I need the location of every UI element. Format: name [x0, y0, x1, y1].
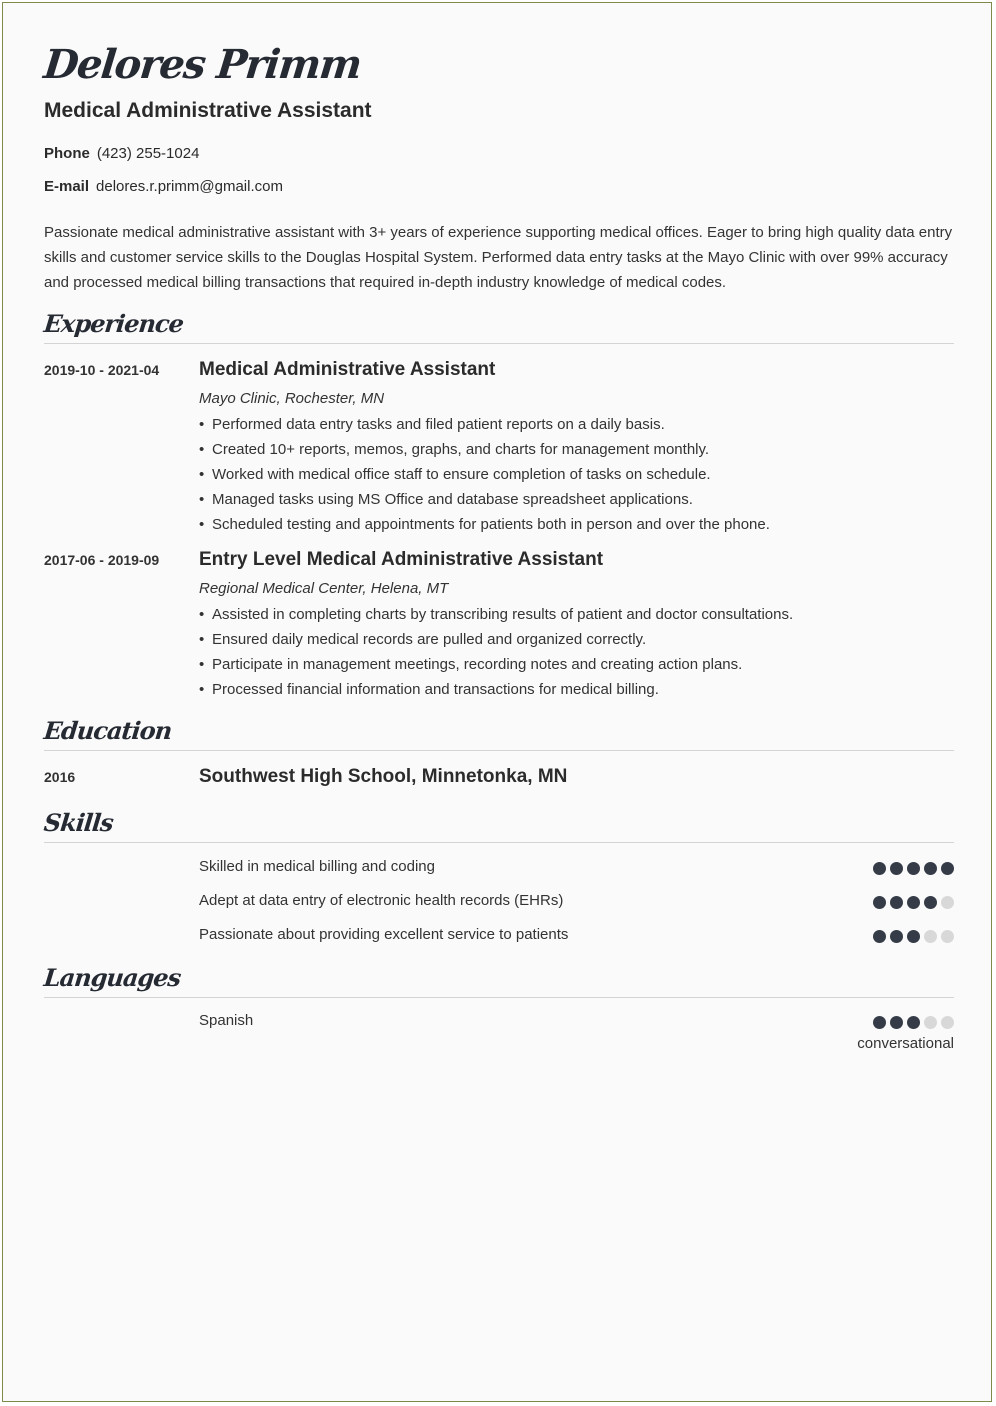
- rating-dot-filled: [890, 862, 903, 875]
- rating-dot-filled: [890, 1016, 903, 1029]
- skill-row: [199, 892, 954, 912]
- experience-company: Mayo Clinic, Rochester, MN: [199, 390, 385, 407]
- experience-bullet: • Ensured daily medical records are pulled and organized correctly.: [199, 627, 793, 652]
- phone-row: [44, 145, 199, 162]
- phone-value[interactable]: (423) 255-1024: [96, 145, 200, 162]
- languages-heading: [44, 963, 954, 998]
- rating-dot-empty: [924, 1016, 937, 1029]
- experience-bullet: • Scheduled testing and appointments for patients both in person and over the phone.: [199, 512, 770, 537]
- email-value[interactable]: delores.r.primm@gmail.com: [96, 178, 283, 195]
- email-row: [44, 178, 283, 195]
- rating-dot-empty: [941, 1016, 954, 1029]
- language-name: Spanish: [199, 1012, 254, 1029]
- rating-dot-empty: [941, 930, 954, 943]
- skills-heading: [44, 808, 954, 843]
- rating-dot-filled: [890, 896, 903, 909]
- skill-name: Adept at data entry of electronic health records (EHRs): [199, 892, 564, 909]
- experience-bullets: [199, 412, 770, 537]
- experience-title: Entry Level Medical Administrative Assistant: [199, 549, 604, 570]
- rating-dot-filled: [873, 896, 886, 909]
- language-row: [199, 1012, 954, 1032]
- rating-dot-filled: [907, 1016, 920, 1029]
- rating-dot-filled: [924, 896, 937, 909]
- rating-dot-filled: [873, 1016, 886, 1029]
- resume-page: [2, 2, 992, 1402]
- experience-bullet: • Performed data entry tasks and filed patient reports on a daily basis.: [199, 412, 770, 437]
- language-rating: [873, 1016, 954, 1029]
- skill-rating: [873, 896, 954, 909]
- experience-bullet: • Managed tasks using MS Office and database spreadsheet applications.: [199, 487, 770, 512]
- experience-bullets: [199, 602, 793, 702]
- rating-dot-filled: [890, 930, 903, 943]
- rating-dot-filled: [907, 862, 920, 875]
- experience-bullet: • Participate in management meetings, recording notes and creating action plans.: [199, 652, 793, 677]
- languages-heading-text: Languages: [42, 963, 182, 992]
- skill-rating: [873, 930, 954, 943]
- candidate-name: Delores Primm: [41, 41, 363, 88]
- experience-company: Regional Medical Center, Helena, MT: [199, 580, 449, 597]
- skill-row: [199, 858, 954, 878]
- skill-rating: [873, 862, 954, 875]
- skill-row: [199, 926, 954, 946]
- education-heading-text: Education: [42, 716, 173, 745]
- experience-title: Medical Administrative Assistant: [199, 359, 496, 380]
- phone-label: Phone: [44, 145, 90, 162]
- experience-dates: 2017-06 - 2019-09: [44, 552, 160, 568]
- rating-dot-filled: [873, 930, 886, 943]
- experience-heading-text: Experience: [42, 309, 185, 338]
- rating-dot-filled: [907, 930, 920, 943]
- experience-bullet: • Created 10+ reports, memos, graphs, and charts for management monthly.: [199, 437, 770, 462]
- rating-dot-filled: [924, 862, 937, 875]
- rating-dot-empty: [924, 930, 937, 943]
- rating-dot-empty: [941, 896, 954, 909]
- experience-bullet: • Processed financial information and transactions for medical billing.: [199, 677, 793, 702]
- rating-dot-filled: [873, 862, 886, 875]
- profile-summary: Passionate medical administrative assistant with 3+ years of experience supporting medical offices. Eager to bring high quality data entry skills and customer service skills to the Douglas Hospital System. Performed data entry tasks at the Mayo Clinic with over 99% accuracy and processed medical billing transactions that required in-depth industry knowledge of medical codes.: [44, 224, 953, 291]
- education-heading: [44, 716, 954, 751]
- skills-heading-text: Skills: [42, 808, 115, 837]
- skill-name: Passionate about providing excellent service to patients: [199, 926, 569, 943]
- rating-dot-filled: [907, 896, 920, 909]
- education-school: Southwest High School, Minnetonka, MN: [199, 766, 568, 787]
- skill-name: Skilled in medical billing and coding: [199, 858, 435, 875]
- rating-dot-filled: [941, 862, 954, 875]
- experience-bullet: • Worked with medical office staff to ensure completion of tasks on schedule.: [199, 462, 770, 487]
- experience-bullet: • Assisted in completing charts by transcribing results of patient and doctor consultations.: [199, 602, 793, 627]
- candidate-title: Medical Administrative Assistant: [44, 99, 372, 122]
- experience-heading: [44, 309, 954, 344]
- experience-dates: 2019-10 - 2021-04: [44, 362, 160, 378]
- email-label: E-mail: [44, 178, 90, 195]
- education-year: 2016: [44, 769, 76, 785]
- language-level: conversational: [857, 1035, 954, 1052]
